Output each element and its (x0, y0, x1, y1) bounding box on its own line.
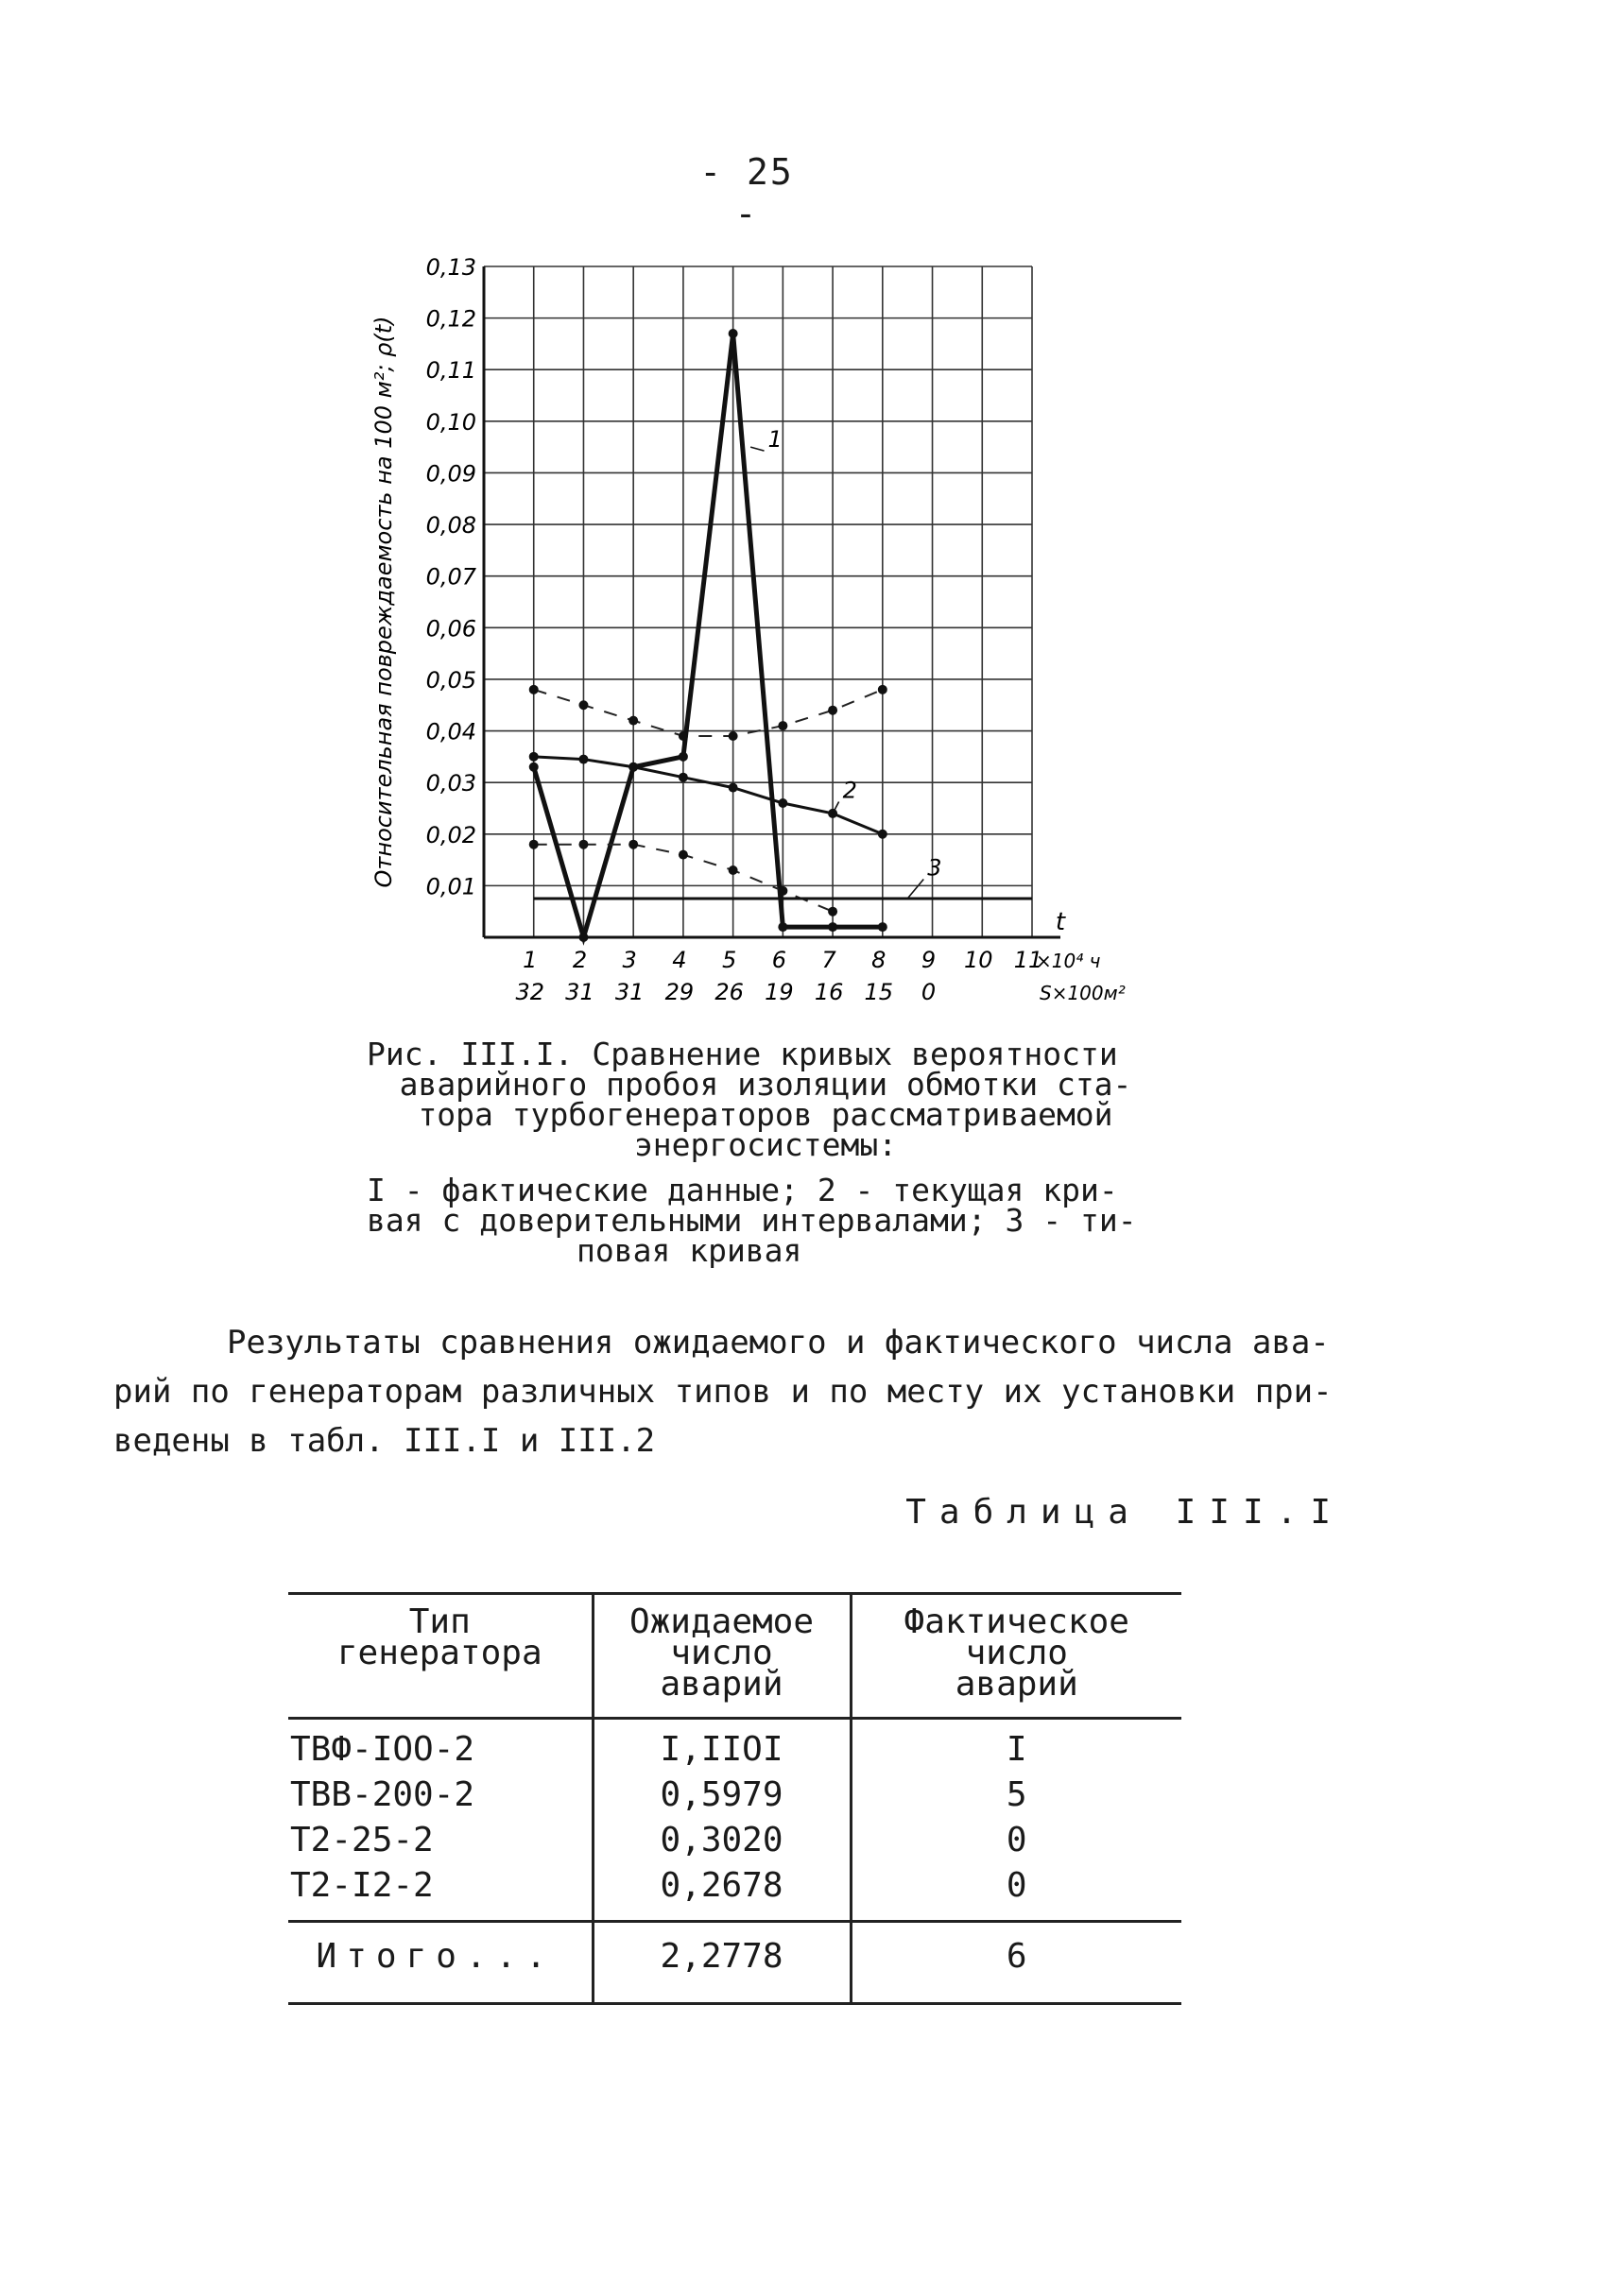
y-tick-label: 0,10 (425, 408, 476, 436)
page-number: - 25 - (699, 151, 794, 234)
y-tick-label: 0,13 (425, 254, 476, 281)
caption-legend-line-3: повая кривая (577, 1232, 802, 1269)
header-actual-failures: Фактическое число аварий (851, 1594, 1181, 1719)
y-tick-label: 0,04 (425, 718, 476, 745)
generator-failures-table (288, 1592, 1181, 2005)
cell-expected: I,IIOI (593, 1719, 851, 1773)
cell-type: Т2-I2-2 (290, 1866, 434, 1905)
caption-title-line-4: энергосистемы: (633, 1126, 898, 1163)
y-axis-label: Относительная повреждаемость на 100 м²; ρ(t) (370, 316, 397, 888)
y-tick-label: 0,09 (425, 460, 476, 488)
table-row (288, 1719, 1181, 1773)
total-label: Итого... (316, 1937, 556, 1976)
data-point (628, 716, 638, 726)
data-point (729, 865, 738, 875)
data-point (828, 907, 837, 917)
cell-actual: I (851, 1719, 1181, 1773)
header-expected-failures: Ожидаемое число аварий (593, 1594, 851, 1719)
figure-caption (359, 1036, 1172, 1269)
x-tick-label-top: 9 (921, 947, 937, 973)
data-point (878, 922, 887, 932)
caption-title-line-3: тора турбогенераторов рассматриваемой (418, 1096, 1113, 1133)
x-tick-label-bottom: 19 (765, 979, 794, 1005)
data-point (679, 752, 688, 762)
y-tick-label: 0,02 (425, 821, 476, 848)
paragraph-line-3: ведены в табл. III.I и III.2 (113, 1422, 656, 1460)
table-total-row (288, 1922, 1181, 2004)
y-tick-label: 0,06 (425, 615, 476, 643)
data-point (529, 762, 539, 772)
paragraph-line-1: Результаты сравнения ожидаемого и фактического числа ава- (227, 1324, 1330, 1362)
series-label-3: 3 (927, 854, 942, 882)
x-tick-label-top: 4 (672, 947, 687, 973)
callout-leader (750, 447, 764, 451)
table-label: Таблица III.I (905, 1493, 1344, 1532)
x-tick-label-bottom: 32 (515, 979, 545, 1005)
total-actual: 6 (851, 1922, 1181, 2004)
cell-expected: 0,2678 (593, 1863, 851, 1922)
caption-legend-line-2: вая с доверительными интервалами; 3 - ти- (367, 1202, 1137, 1239)
x-tick-label-bottom: 31 (565, 979, 594, 1005)
y-tick-label: 0,07 (425, 563, 476, 591)
data-point (878, 685, 887, 694)
x-tick-label-top: 5 (721, 947, 737, 973)
data-point (878, 830, 887, 839)
series-line-solid-1 (534, 757, 883, 834)
data-point (729, 731, 738, 741)
y-tick-label: 0,01 (425, 873, 476, 900)
y-tick-label: 0,11 (425, 357, 476, 385)
y-tick-label: 0,05 (425, 666, 476, 694)
table-header-row (288, 1594, 1181, 1719)
x-axis-label: t (1055, 908, 1066, 936)
data-point (828, 922, 837, 932)
x-tick-label-top: 3 (622, 947, 637, 973)
x-tick-label-top: 1 (523, 947, 538, 973)
y-tick-label: 0,03 (425, 770, 476, 797)
data-point (778, 886, 787, 896)
data-point (729, 329, 738, 338)
series-label-1: 1 (767, 426, 783, 454)
cell-actual: 0 (851, 1818, 1181, 1863)
x-tick-label-bottom: 16 (814, 979, 844, 1005)
y-tick-label: 0,08 (425, 512, 476, 540)
x-tick-label-bottom: 15 (864, 979, 894, 1005)
x-tick-label-top: 10 (963, 947, 993, 973)
y-tick-label: 0,12 (425, 305, 476, 333)
data-point (679, 731, 688, 741)
cell-expected: 0,3020 (593, 1818, 851, 1863)
cell-type: Т2-25-2 (290, 1821, 434, 1859)
failure-probability-chart (359, 236, 1172, 1020)
cell-type: ТВФ-IOO-2 (290, 1730, 475, 1769)
data-point (578, 700, 588, 710)
data-point (628, 762, 638, 772)
table-row (288, 1773, 1181, 1818)
x-tick-label-top: 2 (572, 947, 588, 973)
x-tick-label-bottom: 29 (664, 979, 695, 1005)
data-point (778, 721, 787, 730)
caption-title-line-1: Рис. III.I. Сравнение кривых вероятности (367, 1036, 1118, 1072)
x-tick-label-bottom: 31 (614, 979, 645, 1005)
chart-axes (484, 266, 1060, 937)
data-point (628, 840, 638, 849)
data-point (778, 922, 787, 932)
x-tick-label-top: 6 (771, 947, 787, 973)
x-tick-label-bottom: 0 (921, 979, 937, 1005)
series-label-2: 2 (842, 777, 857, 804)
data-point (529, 685, 539, 694)
cell-actual: 0 (851, 1863, 1181, 1922)
x-tick-label-bottom: 26 (714, 979, 744, 1005)
data-point (828, 706, 837, 715)
x-tick-label-top: 8 (871, 947, 886, 973)
x-tick-label-top: 7 (821, 947, 836, 973)
x-tick-label-top: 11 (1013, 947, 1043, 973)
cell-expected: 0,5979 (593, 1773, 851, 1818)
body-paragraph (113, 1318, 1333, 1465)
header-generator-type: Тип генератора (336, 1602, 542, 1672)
data-point (778, 798, 787, 808)
data-point (578, 933, 588, 942)
callout-leader (907, 879, 923, 899)
total-expected: 2,2778 (593, 1922, 851, 2004)
table-row (288, 1818, 1181, 1863)
caption-title-line-2: аварийного пробоя изоляции обмотки ста- (399, 1066, 1132, 1103)
x-unit-label-top: ×10⁴ ч (1036, 950, 1101, 972)
table-row (288, 1863, 1181, 1922)
data-point (529, 752, 539, 762)
data-point (578, 840, 588, 849)
data-point (679, 773, 688, 782)
data-point (578, 755, 588, 764)
cell-actual: 5 (851, 1773, 1181, 1818)
data-point (679, 850, 688, 860)
chart-grid (484, 266, 1032, 937)
data-point (529, 840, 539, 849)
paragraph-line-2: рий по генераторам различных типов и по месту их установки при- (113, 1373, 1333, 1411)
x-unit-label-bottom: S×100м² (1040, 982, 1126, 1004)
cell-type: ТВВ-200-2 (290, 1775, 475, 1814)
data-point (729, 783, 738, 793)
caption-legend-line-1: I - фактические данные; 2 - текущая кри- (367, 1172, 1118, 1208)
